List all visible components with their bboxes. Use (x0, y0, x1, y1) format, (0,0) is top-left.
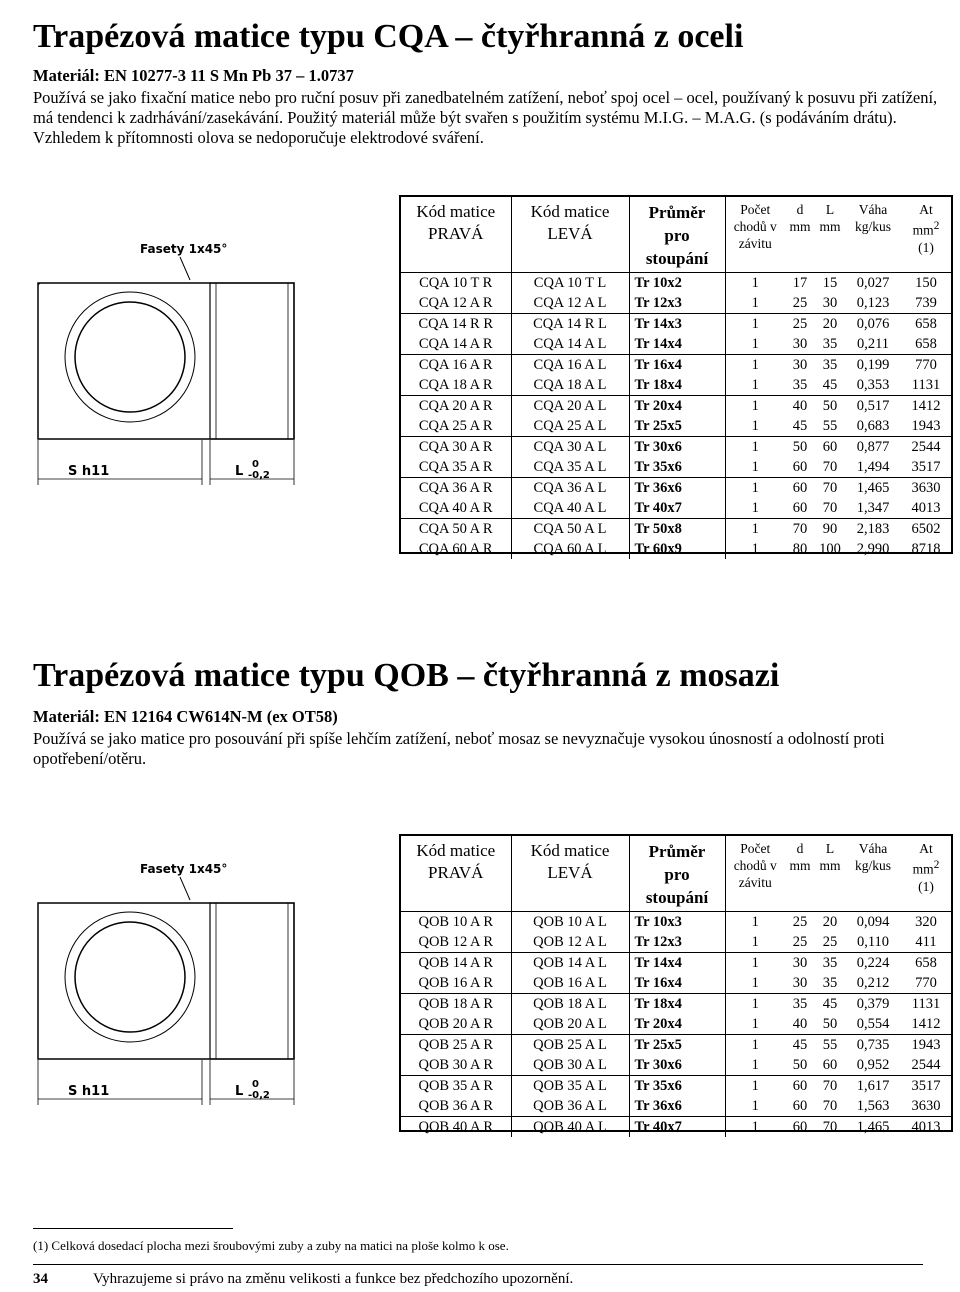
cell-code-left: QOB 18 A L (511, 994, 629, 1015)
cell-thread: Tr 30x6 (629, 1055, 725, 1076)
col-at-header: At $mm^2$ (1) (901, 197, 951, 273)
table-row (401, 355, 951, 376)
col-d-header: d mm (785, 197, 815, 273)
cell-code-left: QOB 30 A L (511, 1055, 629, 1076)
cqa-title: Trapézová matice typu CQA – čtyřhranná z oceli (33, 18, 744, 55)
cell-code-right: CQA 35 A R (401, 457, 511, 478)
cell-starts: 1 (725, 334, 785, 355)
cell-code-left: CQA 10 T L (511, 273, 629, 294)
l-label: L (235, 1084, 244, 1099)
cell-d-value: 35 (785, 375, 815, 396)
l-upper: 0 (252, 459, 259, 470)
chamfer-label: Fasety 1x45° (140, 242, 228, 256)
cell-weight: 1,563 (845, 1096, 901, 1117)
cell-code-right: CQA 40 A R (401, 498, 511, 519)
cell-weight: 0,027 (856, 275, 890, 291)
cell-code-right: CQA 25 A R (401, 416, 511, 437)
cell-weight: 0,224 (856, 955, 890, 971)
cell-code-left: CQA 60 A L (511, 539, 629, 559)
cell-at-value: 320 (915, 914, 937, 930)
cell-d-value: 60 (792, 480, 808, 496)
cell-code-right: CQA 30 A R (401, 437, 511, 458)
cell-starts: 1 (751, 1119, 759, 1135)
cell-code-right: CQA 12 A R (401, 293, 511, 314)
cell-code-right: QOB 12 A R (401, 932, 511, 953)
footnote: (1) Celková dosedací plocha mezi šroubovými zuby a zuby na matici na ploše kolmo k ose. (33, 1238, 509, 1253)
cell-starts: 1 (751, 275, 759, 291)
cqa-table (401, 197, 951, 559)
cell-thread: Tr 12x3 (629, 932, 725, 953)
cell-code-left: CQA 30 A L (511, 437, 629, 458)
cell-l-value: 100 (819, 541, 841, 557)
cell-d-value: 80 (792, 541, 808, 557)
cell-at-value: 1412 (911, 398, 941, 414)
cell-starts: 1 (725, 1055, 785, 1076)
table-row (401, 1076, 951, 1097)
cell-l-value: 90 (822, 521, 838, 537)
cell-l-value: 45 (822, 996, 838, 1012)
cell-weight: 1,465 (856, 1119, 890, 1135)
cell-at-value: 658 (915, 316, 937, 332)
cell-thread: Tr 36x6 (629, 1096, 725, 1117)
cell-code-right: CQA 50 A R (401, 519, 511, 540)
col-count-header: Počet chodů v závitu (725, 836, 785, 912)
cell-thread: Tr 20x4 (629, 396, 725, 417)
cell-weight: 0,353 (845, 375, 901, 396)
cell-at-value: 4013 (901, 498, 951, 519)
cell-at-value: 770 (915, 357, 937, 373)
cell-at-value: 2544 (911, 439, 941, 455)
cell-thread: Tr 16x4 (629, 973, 725, 994)
table-row (401, 314, 951, 335)
cell-d-value: 50 (792, 439, 808, 455)
cell-at-value: 1943 (901, 416, 951, 437)
cell-l-value: 55 (815, 416, 845, 437)
l-upper: 0 (252, 1079, 259, 1090)
col-l-header: L mm (815, 836, 845, 912)
cell-weight: 0,517 (856, 398, 890, 414)
cell-code-left: CQA 14 R L (511, 314, 629, 335)
cell-code-right: QOB 35 A R (401, 1076, 511, 1097)
cell-at-value: 3517 (911, 1078, 941, 1094)
table-row (401, 912, 951, 933)
cell-starts: 1 (725, 498, 785, 519)
cell-weight: 0,683 (845, 416, 901, 437)
cell-code-right: QOB 14 A R (401, 953, 511, 974)
cell-code-left: QOB 35 A L (511, 1076, 629, 1097)
col-left-header: Kód matice LEVÁ (511, 836, 629, 912)
cell-code-right: QOB 18 A R (401, 994, 511, 1015)
cell-thread: Tr 14x4 (629, 953, 725, 974)
reserve-notice: Vyhrazujeme si právo na změnu velikosti a funkce bez předchozího upozornění. (93, 1271, 574, 1287)
cell-d-value: 25 (792, 316, 808, 332)
cell-l-value: 35 (822, 955, 838, 971)
table-row (401, 1117, 951, 1138)
cell-thread: Tr 10x3 (629, 912, 725, 933)
cell-at-value: 658 (901, 334, 951, 355)
cell-d-value: 60 (792, 1119, 808, 1135)
cell-thread: Tr 18x4 (629, 375, 725, 396)
table-row (401, 457, 951, 478)
cell-code-right: CQA 16 A R (401, 355, 511, 376)
cell-code-left: QOB 36 A L (511, 1096, 629, 1117)
cell-code-right: QOB 25 A R (401, 1035, 511, 1056)
qob-description: Používá se jako matice pro posouvání při spíše lehčím zatížení, neboť mosaz se nevyznačuje vysokou únosností a odolností proti opotřebení/otěru. (33, 729, 885, 768)
cell-starts: 1 (725, 457, 785, 478)
cell-at-value: 1131 (901, 375, 951, 396)
col-l-header: L mm (815, 197, 845, 273)
page-number: 34 (33, 1271, 48, 1287)
cell-l-value: 50 (815, 1014, 845, 1035)
cell-code-right: QOB 40 A R (401, 1117, 511, 1138)
cell-d-value: 45 (785, 416, 815, 437)
cell-at-value: 4013 (911, 1119, 941, 1135)
cell-starts: 1 (725, 1096, 785, 1117)
cell-thread: Tr 35x6 (629, 1076, 725, 1097)
table-row (401, 519, 951, 540)
cell-code-right: CQA 18 A R (401, 375, 511, 396)
cell-code-left: CQA 18 A L (511, 375, 629, 396)
cell-code-left: QOB 16 A L (511, 973, 629, 994)
col-count-header: Počet chodů v závitu (725, 197, 785, 273)
cqa-description: Používá se jako fixační matice nebo pro ruční posuv při zanedbatelném zatížení, neboť spoj ocel – ocel, používaný k posuvu při zatížení, má tendenci k zadrhávání/zasekávání. Použitý materiál může být svařen s použitím systému M.I.G. – M.A.G. (s podáváním drátu). Vzhledem k přítomnosti olova se nedoporučuje elektrodové sváření. (33, 88, 938, 147)
cell-code-right: QOB 20 A R (401, 1014, 511, 1035)
cell-at-value: 1412 (901, 1014, 951, 1035)
cell-thread: Tr 30x6 (629, 437, 725, 458)
table-row (401, 293, 951, 314)
cell-code-left: CQA 20 A L (511, 396, 629, 417)
col-diameter-header: Průměr pro stoupání (629, 197, 725, 273)
cell-l-value: 60 (822, 439, 838, 455)
table-row (401, 1014, 951, 1035)
cell-weight: 0,199 (856, 357, 890, 373)
cell-weight: 2,183 (856, 521, 890, 537)
cell-weight: 0,211 (845, 334, 901, 355)
cell-thread: Tr 12x3 (629, 293, 725, 314)
cell-thread: Tr 18x4 (629, 994, 725, 1015)
cell-code-left: CQA 40 A L (511, 498, 629, 519)
cell-thread: Tr 50x8 (629, 519, 725, 540)
cell-code-right: CQA 60 A R (401, 539, 511, 559)
cell-starts: 1 (751, 316, 759, 332)
cell-at-value: 1131 (911, 996, 941, 1012)
cell-code-left: CQA 50 A L (511, 519, 629, 540)
table-row (401, 932, 951, 953)
cell-weight: 1,617 (856, 1078, 890, 1094)
col-weight-header: Váha kg/kus (845, 197, 901, 273)
cell-weight: 0,735 (856, 1037, 890, 1053)
cell-at-value: 3630 (901, 1096, 951, 1117)
cell-d-value: 25 (785, 293, 815, 314)
cell-l-value: 15 (822, 275, 838, 291)
cell-d-value: 50 (785, 1055, 815, 1076)
cell-l-value: 25 (815, 932, 845, 953)
cell-starts: 1 (725, 932, 785, 953)
cell-weight: 0,212 (845, 973, 901, 994)
table-row (401, 334, 951, 355)
cell-starts: 1 (725, 293, 785, 314)
cell-weight: 1,465 (856, 480, 890, 496)
qob-table (401, 836, 951, 1137)
cell-code-right: CQA 14 A R (401, 334, 511, 355)
col-at-header: At $mm^2$ (1) (901, 836, 951, 912)
cell-at-value: 411 (901, 932, 951, 953)
s-label: S h11 (68, 1084, 110, 1099)
s-label: S h11 (68, 464, 110, 479)
cell-d-value: 25 (792, 914, 808, 930)
table-row (401, 498, 951, 519)
cell-d-value: 17 (792, 275, 808, 291)
cell-starts: 1 (751, 439, 759, 455)
col-left-header: Kód matice LEVÁ (511, 197, 629, 273)
cell-d-value: 60 (785, 498, 815, 519)
cell-at-value: 770 (901, 973, 951, 994)
cell-code-left: QOB 25 A L (511, 1035, 629, 1056)
cell-starts: 1 (725, 973, 785, 994)
cell-thread: Tr 14x4 (629, 334, 725, 355)
cell-weight: 0,123 (845, 293, 901, 314)
cell-at-value: 739 (901, 293, 951, 314)
cell-starts: 1 (751, 1037, 759, 1053)
cell-thread: Tr 35x6 (629, 457, 725, 478)
cell-thread: Tr 14x3 (629, 314, 725, 335)
footnote-divider (33, 1228, 233, 1229)
cell-weight: 0,379 (856, 996, 890, 1012)
cell-l-value: 35 (815, 334, 845, 355)
cqa-nut-drawing (30, 235, 330, 495)
cell-l-value: 35 (822, 357, 838, 373)
cqa-material: Materiál: EN 10277-3 11 S Mn Pb 37 – 1.0737 (33, 66, 354, 85)
col-right-header: Kód matice PRAVÁ (401, 197, 511, 273)
cell-l-value: 60 (815, 1055, 845, 1076)
cell-l-value: 70 (822, 1078, 838, 1094)
cell-l-value: 70 (822, 1119, 838, 1135)
cell-d-value: 30 (785, 334, 815, 355)
col-d-header: d mm (785, 836, 815, 912)
cell-code-left: CQA 35 A L (511, 457, 629, 478)
table-row (401, 478, 951, 499)
cell-l-value: 70 (822, 480, 838, 496)
cell-d-value: 60 (785, 1096, 815, 1117)
cell-at-value: 8718 (911, 541, 941, 557)
cell-l-value: 70 (815, 1096, 845, 1117)
cell-code-left: CQA 16 A L (511, 355, 629, 376)
cell-code-right: CQA 10 T R (401, 273, 511, 294)
cell-d-value: 30 (792, 357, 808, 373)
l-lower: -0,2 (248, 470, 270, 481)
table-row (401, 953, 951, 974)
cell-starts: 1 (725, 375, 785, 396)
cell-weight: 0,952 (845, 1055, 901, 1076)
col-weight-header: Váha kg/kus (845, 836, 901, 912)
cell-thread: Tr 36x6 (629, 478, 725, 499)
cell-d-value: 60 (792, 1078, 808, 1094)
cell-d-value: 35 (792, 996, 808, 1012)
cell-starts: 1 (751, 521, 759, 537)
cell-d-value: 30 (792, 955, 808, 971)
cell-weight: 1,494 (845, 457, 901, 478)
cell-weight: 2,990 (856, 541, 890, 557)
cell-at-value: 6502 (911, 521, 941, 537)
table-row (401, 973, 951, 994)
cell-thread: Tr 10x2 (629, 273, 725, 294)
cell-code-left: QOB 40 A L (511, 1117, 629, 1138)
table-row (401, 375, 951, 396)
cell-starts: 1 (725, 1014, 785, 1035)
col-diameter-header: Průměr pro stoupání (629, 836, 725, 912)
cell-at-value: 1943 (911, 1037, 941, 1053)
cell-thread: Tr 40x7 (629, 1117, 725, 1138)
cell-starts: 1 (751, 955, 759, 971)
cell-l-value: 55 (822, 1037, 838, 1053)
qob-title: Trapézová matice typu QOB – čtyřhranná z mosazi (33, 657, 780, 694)
cell-code-left: CQA 14 A L (511, 334, 629, 355)
cell-code-left: QOB 12 A L (511, 932, 629, 953)
table-row (401, 1096, 951, 1117)
chamfer-label: Fasety 1x45° (140, 862, 228, 876)
cell-weight: 0,110 (845, 932, 901, 953)
table-row (401, 437, 951, 458)
table-row (401, 539, 951, 559)
cell-l-value: 45 (815, 375, 845, 396)
cell-l-value: 70 (815, 498, 845, 519)
cell-at-value: 150 (915, 275, 937, 291)
table-row (401, 1035, 951, 1056)
table-header-row (401, 197, 951, 273)
cell-code-right: QOB 36 A R (401, 1096, 511, 1117)
cell-starts: 1 (725, 416, 785, 437)
cell-weight: 0,076 (856, 316, 890, 332)
cell-d-value: 45 (792, 1037, 808, 1053)
cell-thread: Tr 20x4 (629, 1014, 725, 1035)
cell-starts: 1 (751, 398, 759, 414)
cell-code-left: QOB 20 A L (511, 1014, 629, 1035)
cell-d-value: 40 (792, 398, 808, 414)
qob-material: Materiál: EN 12164 CW614N-M (ex OT58) (33, 707, 338, 726)
table-row (401, 273, 951, 294)
cell-l-value: 50 (822, 398, 838, 414)
cell-weight: 0,877 (856, 439, 890, 455)
table-row (401, 416, 951, 437)
cell-thread: Tr 25x5 (629, 1035, 725, 1056)
cell-starts: 1 (751, 541, 759, 557)
cell-at-value: 3630 (911, 480, 941, 496)
cell-starts: 1 (751, 357, 759, 373)
cell-d-value: 70 (792, 521, 808, 537)
table-row (401, 994, 951, 1015)
cell-l-value: 30 (815, 293, 845, 314)
cell-code-right: QOB 10 A R (401, 912, 511, 933)
cell-code-right: CQA 14 R R (401, 314, 511, 335)
cell-thread: Tr 16x4 (629, 355, 725, 376)
cell-starts: 1 (751, 914, 759, 930)
cell-code-right: QOB 30 A R (401, 1055, 511, 1076)
cell-l-value: 20 (822, 914, 838, 930)
cell-thread: Tr 25x5 (629, 416, 725, 437)
footer-divider (33, 1264, 923, 1265)
cell-l-value: 35 (815, 973, 845, 994)
cell-d-value: 30 (785, 973, 815, 994)
cell-code-right: QOB 16 A R (401, 973, 511, 994)
table-row (401, 1055, 951, 1076)
cell-at-value: 3517 (901, 457, 951, 478)
cell-code-right: CQA 36 A R (401, 478, 511, 499)
cell-at-value: 658 (915, 955, 937, 971)
cell-code-left: QOB 10 A L (511, 912, 629, 933)
cell-weight: 1,347 (845, 498, 901, 519)
cell-l-value: 70 (815, 457, 845, 478)
cell-at-value: 2544 (901, 1055, 951, 1076)
table-header-row (401, 836, 951, 912)
cell-weight: 0,094 (856, 914, 890, 930)
cell-starts: 1 (751, 480, 759, 496)
cell-code-left: QOB 14 A L (511, 953, 629, 974)
cell-l-value: 20 (822, 316, 838, 332)
cell-code-left: CQA 36 A L (511, 478, 629, 499)
cell-thread: Tr 40x7 (629, 498, 725, 519)
cell-code-left: CQA 12 A L (511, 293, 629, 314)
cell-d-value: 25 (785, 932, 815, 953)
col-right-header: Kód matice PRAVÁ (401, 836, 511, 912)
cell-d-value: 60 (785, 457, 815, 478)
cell-starts: 1 (751, 1078, 759, 1094)
cell-weight: 0,554 (845, 1014, 901, 1035)
l-label: L (235, 464, 244, 479)
cell-starts: 1 (751, 996, 759, 1012)
l-lower: -0,2 (248, 1090, 270, 1101)
cell-code-left: CQA 25 A L (511, 416, 629, 437)
table-row (401, 396, 951, 417)
qob-nut-drawing (30, 855, 330, 1115)
cell-code-right: CQA 20 A R (401, 396, 511, 417)
cell-d-value: 40 (785, 1014, 815, 1035)
cell-thread: Tr 60x9 (629, 539, 725, 559)
